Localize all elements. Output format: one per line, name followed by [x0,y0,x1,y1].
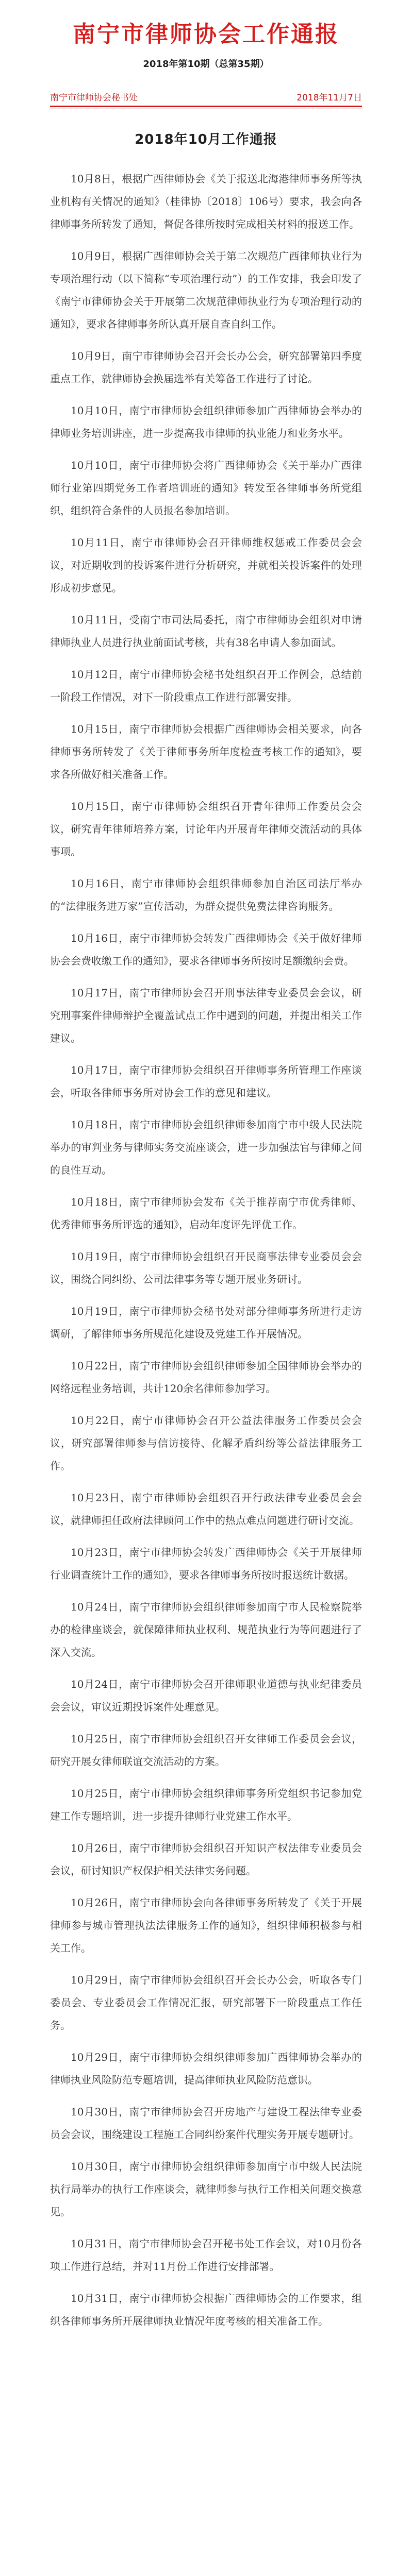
publisher: 南宁市律师协会秘书处 [50,93,138,103]
body-paragraph: 10月29日，南宁市律师协会组织律师参加广西律师协会举办的律师执业风险防范专题培训，提高律师执业风险防范意识。 [50,2051,362,2086]
body-paragraph: 10月25日，南宁市律师协会组织律师事务所党组织书记参加党建工作专题培训，进一步提升律师行业党建工作水平。 [50,1787,362,1822]
body-paragraph: 10月19日，南宁市律师协会组织召开民商事法律专业委员会会议，围绕合同纠纷、公司法律事务等专题开展业务研讨。 [50,1250,362,1285]
document-title: 2018年10月工作通报 [135,132,277,147]
body-paragraph: 10月17日，南宁市律师协会召开刑事法律专业委员会会议，研究刑事案件律师辩护全覆盖试点工作中遇到的问题，并提出相关工作建议。 [50,987,362,1044]
body-paragraph: 10月9日，南宁市律师协会召开会长办公会，研究部署第四季度重点工作，就律师协会换届选举有关筹备工作进行了讨论。 [50,350,362,385]
body-paragraph: 10月18日，南宁市律师协会发布《关于推荐南宁市优秀律师、优秀律师事务所评选的通知》，启动年度评先评优工作。 [50,1196,362,1231]
body-paragraph: 10月17日，南宁市律师协会组织召开律师事务所管理工作座谈会，听取各律师事务所对协会工作的意见和建议。 [50,1064,362,1099]
masthead-title: 南宁市律师协会工作通报 [73,21,339,47]
body-paragraph: 10月31日，南宁市律师协会根据广西律师协会的工作要求，组织各律师事务所开展律师执业情况年度考核的相关准备工作。 [50,2292,362,2327]
body-paragraph: 10月25日，南宁市律师协会组织召开女律师工作委员会会议，研究开展女律师联谊交流活动的方案。 [50,1733,362,1768]
body-paragraph: 10月24日，南宁市律师协会召开律师职业道德与执业纪律委员会会议，审议近期投诉案件处理意见。 [50,1678,362,1713]
body-paragraph: 10月16日，南宁市律师协会转发广西律师协会《关于做好律师协会会费收缴工作的通知》，要求各律师事务所按时足额缴纳会费。 [50,932,362,967]
body-paragraph: 10月11日，南宁市律师协会召开律师维权惩戒工作委员会会议，对近期收到的投诉案件进行分析研究，并就相关投诉案件的处理形成初步意见。 [50,536,362,594]
publication-date: 2018年11月7日 [296,93,362,103]
body-paragraph: 10月15日，南宁市律师协会根据广西律师协会相关要求，向各律师事务所转发了《关于律师事务所年度检查考核工作的通知》，要求各所做好相关准备工作。 [50,723,362,781]
body-paragraph: 10月8日，根据广西律师协会《关于报送北海港律师事务所等执业机构有关情况的通知》（桂律协〔2018〕106号）要求，我会向各律师事务所转发了通知，督促各律所按时完成相关材料的报送工作。 [50,173,362,230]
body-paragraph: 10月12日，南宁市律师协会秘书处组织召开工作例会，总结前一阶段工作情况，对下一阶段重点工作进行部署安排。 [50,668,362,703]
body-paragraph: 10月31日，南宁市律师协会召开秘书处工作会议，对10月份各项工作进行总结，并对11月份工作进行安排部署。 [50,2238,362,2273]
body-paragraph: 10月22日，南宁市律师协会召开公益法律服务工作委员会会议，研究部署律师参与信访接待、化解矛盾纠纷等公益法律服务工作。 [50,1414,362,1472]
body-paragraph: 10月10日，南宁市律师协会组织律师参加广西律师协会举办的律师业务培训讲座，进一步提高我市律师的执业能力和业务水平。 [50,404,362,439]
body-paragraph: 10月19日，南宁市律师协会秘书处对部分律师事务所进行走访调研，了解律师事务所规范化建设及党建工作开展情况。 [50,1305,362,1340]
issue-number: 2018年第10期（总第35期） [143,59,269,70]
body-paragraph: 10月30日，南宁市律师协会召开房地产与建设工程法律专业委员会会议，围绕建设工程施工合同纠纷案件代理实务开展专题研讨。 [50,2106,362,2141]
body-paragraph: 10月29日，南宁市律师协会组织召开会长办公会，听取各专门委员会、专业委员会工作情况汇报，研究部署下一阶段重点工作任务。 [50,1974,362,2031]
body-paragraph: 10月30日，南宁市律师协会组织律师参加南宁市中级人民法院执行局举办的执行工作座谈会，就律师参与执行工作相关问题交换意见。 [50,2160,362,2218]
header-rule-thick [50,106,362,107]
publication-meta [50,90,362,103]
body-paragraph: 10月23日，南宁市律师协会转发广西律师协会《关于开展律师行业调查统计工作的通知》，要求各律师事务所按时报送统计数据。 [50,1546,362,1581]
body-paragraph: 10月26日，南宁市律师协会组织召开知识产权法律专业委员会会议，研讨知识产权保护相关法律实务问题。 [50,1842,362,1877]
body-paragraph: 10月22日，南宁市律师协会组织律师参加全国律师协会举办的网络远程业务培训，共计120余名律师参加学习。 [50,1360,362,1395]
body-paragraph: 10月23日，南宁市律师协会组织召开行政法律专业委员会会议，就律师担任政府法律顾问工作中的热点难点问题进行研讨交流。 [50,1492,362,1527]
body-paragraph: 10月18日，南宁市律师协会组织律师参加南宁市中级人民法院举办的审判业务与律师实务交流座谈会，进一步加强法官与律师之间的良性互动。 [50,1118,362,1176]
body-paragraph: 10月10日，南宁市律师协会将广西律师协会《关于举办广西律师行业第四期党务工作者培训班的通知》转发至各律师事务所党组织，组织符合条件的人员报名参加培训。 [50,459,362,517]
body-paragraph: 10月11日，受南宁市司法局委托，南宁市律师协会组织对申请律师执业人员进行执业前面试考核，共有38名申请人参加面试。 [50,614,362,649]
body-paragraph: 10月24日，南宁市律师协会组织律师参加南宁市人民检察院举办的检律座谈会，就保障律师执业权利、规范执业行为等问题进行了深入交流。 [50,1601,362,1658]
document-body [50,167,362,2342]
body-paragraph: 10月16日，南宁市律师协会组织律师参加自治区司法厅举办的“法律服务进万家”宣传活动，为群众提供免费法律咨询服务。 [50,877,362,912]
body-paragraph: 10月9日，根据广西律师协会关于第二次规范广西律师执业行为专项治理行动（以下简称“专项治理行动”）的工作安排，我会印发了《南宁市律师协会关于开展第二次规范律师执业行为专项治理行动的通知》，要求各律师事务所认真开展自查自纠工作。 [50,250,362,330]
body-paragraph: 10月26日，南宁市律师协会向各律师事务所转发了《关于开展律师参与城市管理执法法律服务工作的通知》，组织律师积极参与相关工作。 [50,1896,362,1954]
body-paragraph: 10月15日，南宁市律师协会组织召开青年律师工作委员会会议，研究青年律师培养方案，讨论年内开展青年律师交流活动的具体事项。 [50,800,362,858]
